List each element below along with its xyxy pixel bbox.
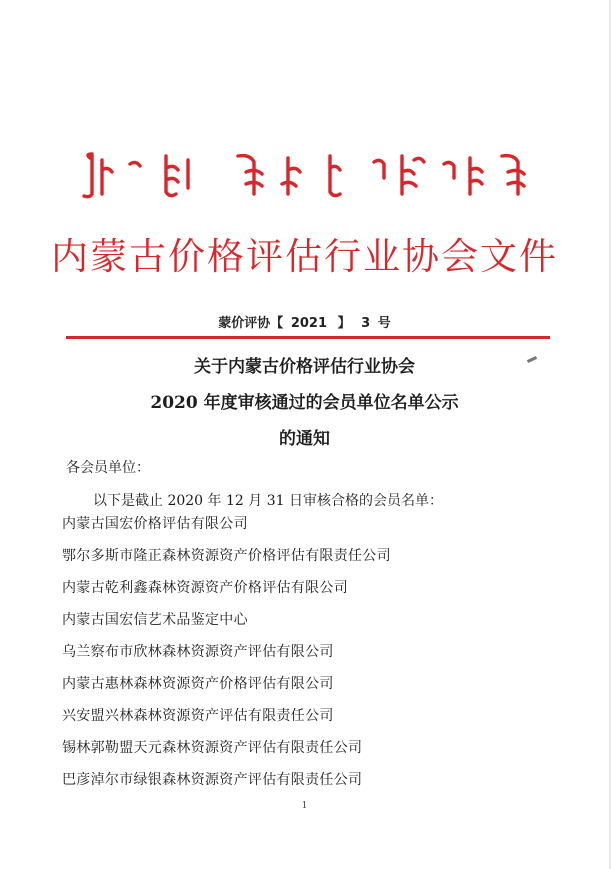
member-item: 兴安盟兴林森林资源资产评估有限责任公司 <box>62 708 334 724</box>
document-header-title: 内蒙古价格评估行业协会文件 <box>51 235 558 278</box>
member-list <box>62 515 391 803</box>
mongolian-script-graphic <box>78 150 538 202</box>
member-item: 鄂尔多斯市隆正森林资源资产价格评估有限责任公司 <box>62 548 391 564</box>
salutation: 各会员单位： <box>66 460 150 476</box>
notice-title-line-3: 的通知 <box>279 429 330 449</box>
member-item: 内蒙古乾利鑫森林资源资产价格评估有限公司 <box>62 580 348 596</box>
doc-number-year: 2021 <box>290 316 328 331</box>
member-item: 内蒙古惠林森林资源资产价格评估有限公司 <box>62 676 334 692</box>
doc-number-bracket: 】 <box>337 316 351 331</box>
page-number: 1 <box>301 801 308 811</box>
member-item: 内蒙古国宏信艺术品鉴定中心 <box>62 612 248 628</box>
document-number <box>0 312 609 331</box>
doc-number-value: 3 <box>361 316 371 331</box>
mongolian-script-header <box>78 150 538 202</box>
member-item: 锡林郭勒盟天元森林资源资产评估有限责任公司 <box>62 740 363 756</box>
doc-number-prefix: 蒙价评协【 <box>218 316 284 331</box>
doc-number-suffix: 号 <box>377 316 391 331</box>
member-item: 乌兰察布市欣林森林资源资产评估有限公司 <box>62 644 334 660</box>
intro-paragraph: 以下是截止 2020 年 12 月 31 日审核合格的会员名单： <box>93 493 443 509</box>
member-item: 巴彦淖尔市绿银森林资源资产评估有限责任公司 <box>62 772 363 788</box>
member-item: 内蒙古国宏价格评估有限公司 <box>62 516 248 532</box>
red-divider-line <box>66 336 550 339</box>
notice-title-line-1: 关于内蒙古价格评估行业协会 <box>194 357 415 377</box>
notice-title-line-2: 2020 年度审核通过的会员单位名单公示 <box>150 393 459 413</box>
